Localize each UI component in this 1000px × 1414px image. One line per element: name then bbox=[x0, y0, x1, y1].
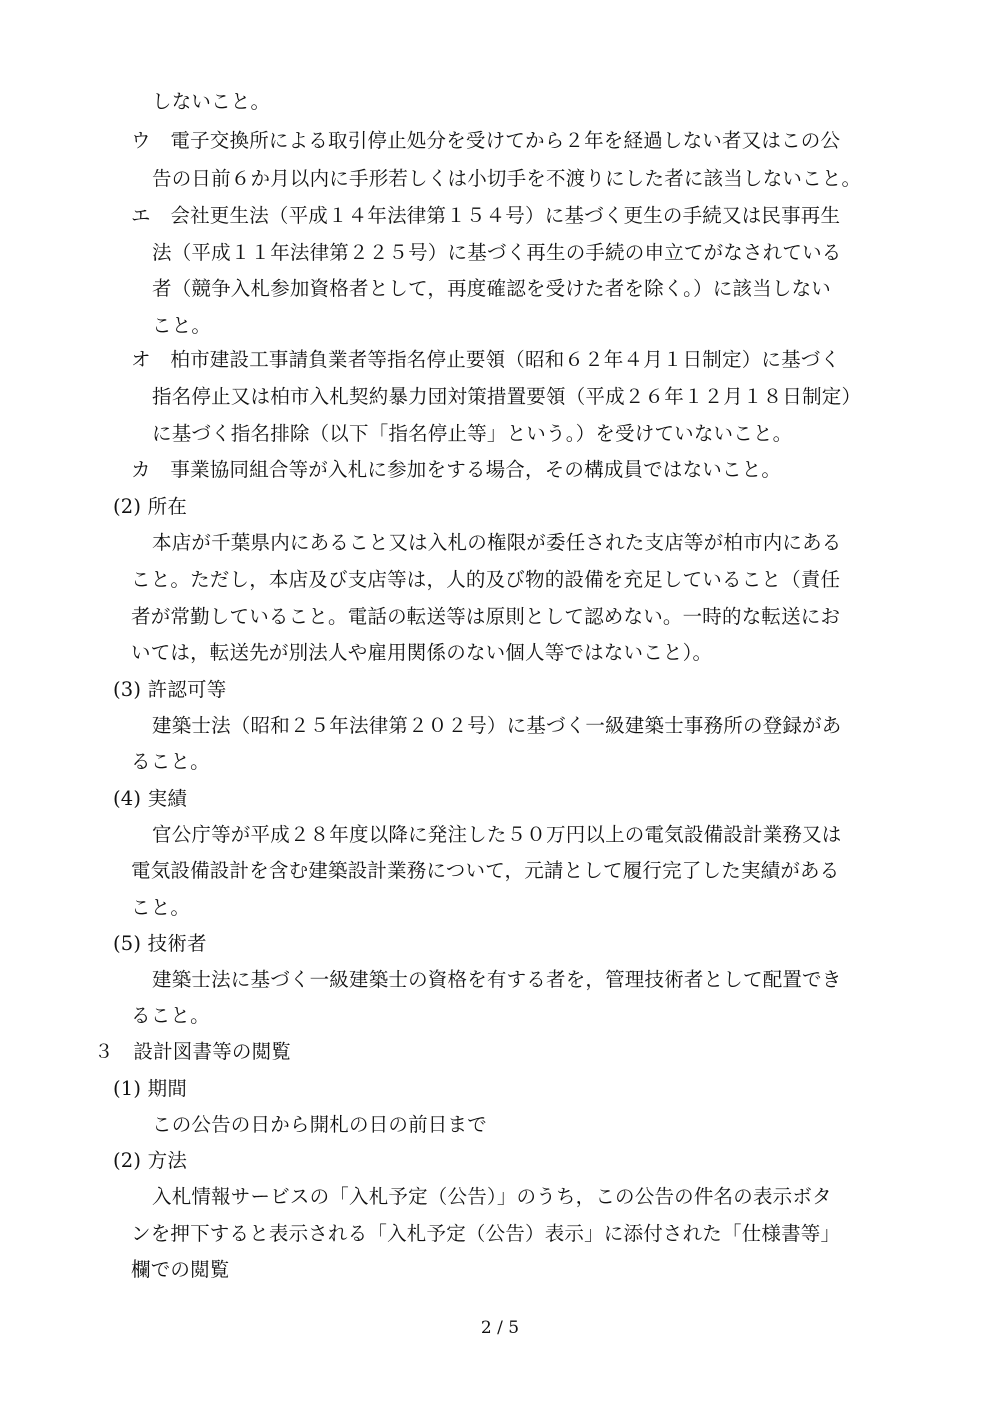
text-line: 指名停止又は柏市入札契約暴力団対策措置要領（平成２６年１２月１８日制定） bbox=[152, 385, 862, 408]
section-heading: (1) 期間 bbox=[113, 1077, 188, 1100]
text-line: 入札情報サービスの「入札予定（公告）」のうち，この公告の件名の表示ボタ bbox=[152, 1185, 832, 1208]
text-line: ウ 電子交換所による取引停止処分を受けてから２年を経過しない者又はこの公 bbox=[131, 129, 841, 152]
text-line: 者が常勤していること。電話の転送等は原則として認めない。一時的な転送にお bbox=[131, 605, 841, 628]
text-line: こと。 bbox=[131, 896, 191, 919]
text-line: エ 会社更生法（平成１４年法律第１５４号）に基づく更生の手続又は民事再生 bbox=[131, 204, 841, 227]
text-line: 法（平成１１年法律第２２５号）に基づく再生の手続の申立てがなされている bbox=[152, 241, 842, 264]
text-line: カ 事業協同組合等が入札に参加をする場合，その構成員ではないこと。 bbox=[131, 458, 782, 481]
text-line: 告の日前６か月以内に手形若しくは小切手を不渡りにした者に該当しないこと。 bbox=[152, 167, 862, 190]
text-line: 建築士法（昭和２５年法律第２０２号）に基づく一級建築士事務所の登録があ bbox=[152, 714, 842, 737]
text-line: 者（競争入札参加資格者として，再度確認を受けた者を除く。）に該当しない bbox=[152, 277, 831, 300]
text-line: いては，転送先が別法人や雇用関係のない個人等ではないこと）。 bbox=[131, 641, 713, 664]
text-line: ること。 bbox=[131, 1004, 210, 1027]
section-heading: (5) 技術者 bbox=[113, 932, 207, 955]
section-heading: ３ 設計図書等の閲覧 bbox=[94, 1040, 292, 1063]
text-line: オ 柏市建設工事請負業者等指名停止要領（昭和６２年４月１日制定）に基づく bbox=[131, 348, 841, 371]
text-line: こと。ただし，本店及び支店等は，人的及び物的設備を充足していること（責任 bbox=[131, 568, 841, 591]
section-heading: (2) 方法 bbox=[113, 1149, 188, 1172]
text-line: こと。 bbox=[152, 314, 212, 337]
text-line: に基づく指名排除（以下「指名停止等」という。）を受けていないこと。 bbox=[152, 422, 793, 445]
page-number: 2 / 5 bbox=[480, 1318, 520, 1338]
section-heading: (3) 許認可等 bbox=[113, 678, 227, 701]
section-heading: (2) 所在 bbox=[113, 495, 188, 518]
text-line: この公告の日から開札の日の前日まで bbox=[152, 1113, 487, 1136]
text-line: ること。 bbox=[131, 750, 210, 773]
text-line: しないこと。 bbox=[152, 90, 271, 113]
text-line: 欄での閲覧 bbox=[131, 1258, 230, 1281]
text-line: 官公庁等が平成２８年度以降に発注した５０万円以上の電気設備設計業務又は bbox=[152, 823, 842, 846]
text-line: 建築士法に基づく一級建築士の資格を有する者を，管理技術者として配置でき bbox=[152, 968, 842, 991]
section-heading: (4) 実績 bbox=[113, 787, 188, 810]
text-line: 本店が千葉県内にあること又は入札の権限が委任された支店等が柏市内にある bbox=[152, 531, 842, 554]
text-line: ンを押下すると表示される「入札予定（公告）表示」に添付された「仕様書等」 bbox=[131, 1222, 841, 1245]
text-line: 電気設備設計を含む建築設計業務について，元請として履行完了した実績がある bbox=[131, 859, 840, 882]
